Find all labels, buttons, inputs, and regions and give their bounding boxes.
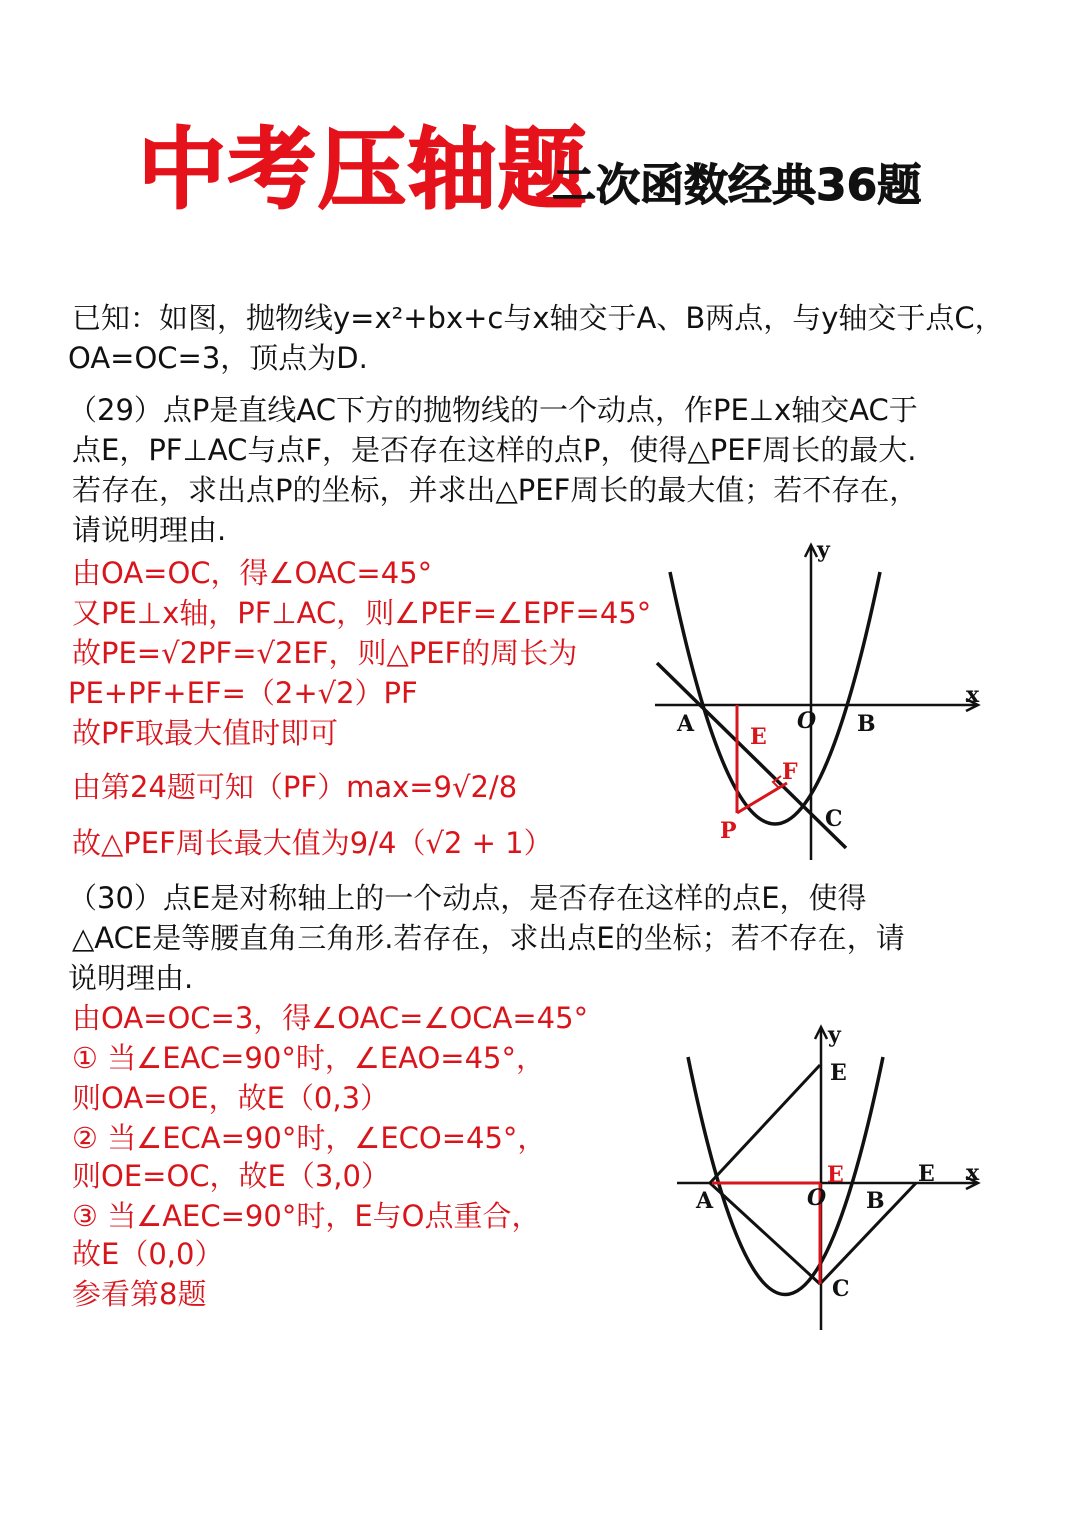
segment-ac — [710, 1183, 820, 1284]
q30-solution-line-3: 则OA=OE，故E（0,3） — [72, 1081, 390, 1115]
q30-solution-line-5: 则OE=OC，故E（3,0） — [72, 1159, 390, 1193]
q30-solution-line-8: 参看第8题 — [72, 1277, 207, 1311]
label-a: A — [677, 711, 695, 737]
diagram-q29 — [640, 535, 1000, 865]
q29-solution-line-5: 故PF取最大值时即可 — [72, 716, 339, 750]
title-main: 中考压轴题 — [138, 118, 589, 221]
q30-solution-line-2: ① 当∠EAC=90°时，∠EAO=45°， — [72, 1041, 545, 1075]
segment-ae — [710, 1065, 820, 1183]
q30-solution-line-7: 故E（0,0） — [72, 1237, 224, 1271]
q29-solution-line-6: 由第24题可知（PF）max=9√2/8 — [72, 770, 518, 804]
intro-line-1: 已知：如图，抛物线y=x²+bx+c与x轴交于A、B两点，与y轴交于点C， — [72, 301, 1004, 335]
label-b: B — [866, 1188, 885, 1214]
label-y: y — [828, 1022, 841, 1048]
q29-solution-line-7: 故△PEF周长最大值为9/4（√2 + 1） — [72, 826, 553, 860]
line-ac — [657, 663, 846, 848]
label-o: O — [807, 1185, 827, 1211]
label-b: B — [857, 711, 876, 737]
label-a: A — [696, 1188, 714, 1214]
q29-question-line-1: （29）点P是直线AC下方的抛物线的一个动点，作PE⊥x轴交AC于 — [68, 393, 918, 427]
q30-solution-line-1: 由OA=OC=3，得∠OAC=∠OCA=45° — [72, 1001, 589, 1035]
label-e: E — [750, 724, 767, 750]
q29-solution-line-2: 又PE⊥x轴，PF⊥AC，则∠PEF=∠EPF=45° — [72, 596, 652, 630]
label-y: y — [817, 537, 830, 563]
q29-question-line-2: 点E，PF⊥AC与点F，是否存在这样的点P，使得△PEF周长的最大. — [72, 433, 917, 467]
q29-solution-line-4: PE+PF+EF=（2+√2）PF — [68, 676, 418, 710]
q29-solution-line-3: 故PE=√2PF=√2EF，则△PEF的周长为 — [72, 636, 578, 670]
q30-question-line-3: 说明理由. — [68, 961, 194, 995]
label-e-right: E — [918, 1161, 935, 1187]
label-p: P — [720, 818, 737, 844]
q30-question-line-1: （30）点E是对称轴上的一个动点，是否存在这样的点E，使得 — [68, 881, 867, 915]
q30-solution-line-6: ③ 当∠AEC=90°时，E与O点重合， — [72, 1199, 541, 1233]
label-e-top: E — [830, 1060, 847, 1086]
q29-question-line-3: 若存在，求出点P的坐标，并求出△PEF周长的最大值；若不存在， — [72, 473, 919, 507]
q30-solution-line-4: ② 当∠ECA=90°时，∠ECO=45°， — [72, 1121, 547, 1155]
label-c: C — [832, 1276, 850, 1302]
title-sub: 二次函数经典36题 — [552, 160, 922, 211]
q30-question-line-2: △ACE是等腰直角三角形.若存在，求出点E的坐标；若不存在，请 — [72, 921, 905, 955]
intro-line-2: OA=OC=3，顶点为D. — [68, 341, 368, 375]
label-c: C — [825, 806, 843, 832]
diagram-q30 — [665, 1020, 995, 1335]
label-e-mid: E — [827, 1162, 844, 1188]
q29-question-line-4: 请说明理由. — [72, 513, 227, 547]
label-f: F — [782, 759, 798, 785]
label-o: O — [797, 708, 817, 734]
parabola — [670, 572, 880, 824]
label-x: x — [966, 1160, 980, 1186]
label-x: x — [966, 682, 980, 708]
q29-solution-line-1: 由OA=OC，得∠OAC=45° — [72, 556, 433, 590]
